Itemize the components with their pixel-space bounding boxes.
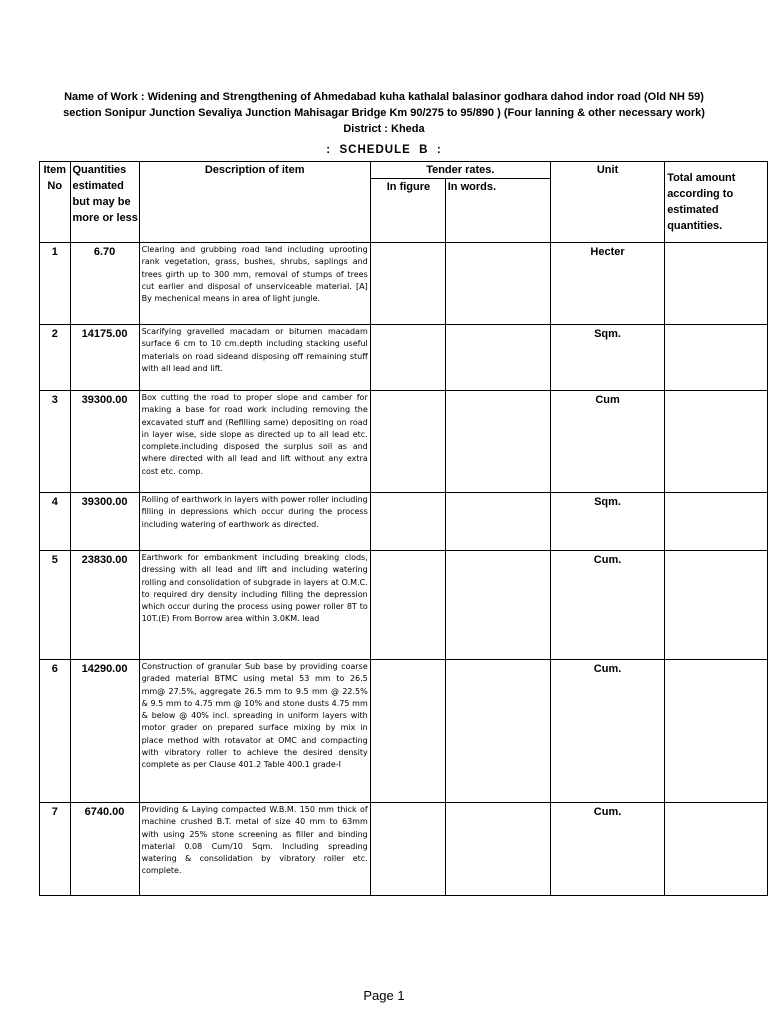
table-row — [40, 325, 768, 391]
quantity-cell: 23830.00 — [70, 551, 139, 660]
quantity-cell: 39300.00 — [70, 493, 139, 551]
in-figure-cell — [370, 391, 445, 493]
in-words-cell — [445, 493, 550, 551]
unit-cell: Cum. — [550, 803, 664, 896]
total-amount-cell — [665, 660, 768, 803]
total-amount-cell — [665, 243, 768, 325]
in-words-cell — [445, 243, 550, 325]
item-no-cell: 1 — [40, 243, 71, 325]
item-no-cell: 5 — [40, 551, 71, 660]
in-figure-cell — [370, 493, 445, 551]
page-number: Page 1 — [363, 988, 405, 1003]
in-figure-cell — [370, 243, 445, 325]
description-cell: Construction of granular Sub base by providing coarse graded material BTMC using metal 53 mm to 26.5 mm@ 27.5%, aggregate 26.5 mm to 9.5 mm @ 22.5% & 9.5 mm to 4.75 mm @ 10% and stone dusts 4.75 mm & below @ 40% incl. spreading in uniform layers with motor grader on prepared surface mixing by mix in place method with rotavator at OMC and compacting with vibratory roller to achieve the desired density complete as per Clause 401.2 Table 400.1 grade-I — [139, 660, 370, 803]
district-line: District : Kheda — [343, 123, 425, 135]
schedule-title: : SCHEDULE B : — [326, 144, 442, 156]
header-description: Description of item — [139, 162, 370, 243]
table-row — [40, 551, 768, 660]
in-figure-cell — [370, 551, 445, 660]
quantity-cell: 39300.00 — [70, 391, 139, 493]
item-no-cell: 4 — [40, 493, 71, 551]
table-row — [40, 391, 768, 493]
total-amount-cell — [665, 803, 768, 896]
work-name-line-2: section Sonipur Junction Sevaliya Junction Mahisagar Bridge Km 90/275 to 95/890 ) (Four lanning & other necessary work) — [63, 107, 705, 119]
quantity-cell: 6.70 — [70, 243, 139, 325]
schedule-table — [39, 161, 768, 896]
work-name-line-1: Name of Work : Widening and Strengthening of Ahmedabad kuha kathalal balasinor godhara dahod indor road (Old NH 59) — [64, 91, 704, 103]
description-cell: Earthwork for embankment including breaking clods, dressing with all lead and lift and including watering rolling and consolidation of subgrade in layers at O.M.C. to required dry density including filling the depression which occur during the process using power roller 8T to 10T.(E) From Borrow area within 3.0KM. lead — [139, 551, 370, 660]
description-cell: Scarifying gravelled macadam or bitumen macadam surface 6 cm to 10 cm.depth including stacking useful materials on road sideand disposing off remaining stuff with all lead and lift. — [139, 325, 370, 391]
total-amount-cell — [665, 391, 768, 493]
table-row — [40, 803, 768, 896]
item-no-cell: 2 — [40, 325, 71, 391]
total-amount-cell — [665, 551, 768, 660]
header-unit: Unit — [550, 162, 664, 243]
in-words-cell — [445, 551, 550, 660]
in-words-cell — [445, 660, 550, 803]
in-figure-cell — [370, 803, 445, 896]
quantity-cell: 14175.00 — [70, 325, 139, 391]
total-amount-cell — [665, 325, 768, 391]
table-row — [40, 243, 768, 325]
description-cell: Providing & Laying compacted W.B.M. 150 mm thick of machine crushed B.T. metal of size 40 mm to 63mm with using 25% stone screening as filler and binding material 0.08 Cum/10 Sqm. Including spreading watering & consolidation by vibratory roller etc. complete. — [139, 803, 370, 896]
table-row — [40, 493, 768, 551]
unit-cell: Sqm. — [550, 325, 664, 391]
unit-cell: Sqm. — [550, 493, 664, 551]
work-header — [30, 89, 738, 137]
unit-cell: Hecter — [550, 243, 664, 325]
quantity-cell: 14290.00 — [70, 660, 139, 803]
description-cell: Box cutting the road to proper slope and camber for making a base for road work including removing the excavated stuff and (Refilling same) depositing on road in layer wise, side slope as directed up to all lead etc. complete.including disposed the surplus soil as and where directed with all lead and lift without any extra cost etc. comp. — [139, 391, 370, 493]
header-total-amount: Total amount according to estimated quantities. — [665, 162, 768, 243]
in-words-cell — [445, 325, 550, 391]
quantity-cell: 6740.00 — [70, 803, 139, 896]
in-words-cell — [445, 391, 550, 493]
item-no-cell: 7 — [40, 803, 71, 896]
item-no-cell: 3 — [40, 391, 71, 493]
in-figure-cell — [370, 660, 445, 803]
header-quantities: Quantities estimated but may be more or less — [70, 162, 139, 243]
header-item-no: Item No — [40, 162, 71, 243]
unit-cell: Cum. — [550, 551, 664, 660]
in-figure-cell — [370, 325, 445, 391]
header-in-figure: In figure — [370, 179, 445, 243]
item-no-cell: 6 — [40, 660, 71, 803]
unit-cell: Cum. — [550, 660, 664, 803]
description-cell: Rolling of earthwork in layers with power roller including filling in depressions which occur during the process including watering of earthwork as directed. — [139, 493, 370, 551]
table-row — [40, 660, 768, 803]
header-in-words: In words. — [445, 179, 550, 243]
unit-cell: Cum — [550, 391, 664, 493]
total-amount-cell — [665, 493, 768, 551]
in-words-cell — [445, 803, 550, 896]
header-tender-rates: Tender rates. — [370, 162, 550, 179]
description-cell: Clearing and grubbing road land including uprooting rank vegetation, grass, bushes, shrubs, saplings and trees girth up to 300 mm, removal of stumps of trees cut earlier and disposal of unserviceable material. [A] By mechenical means in area of light jungle. — [139, 243, 370, 325]
